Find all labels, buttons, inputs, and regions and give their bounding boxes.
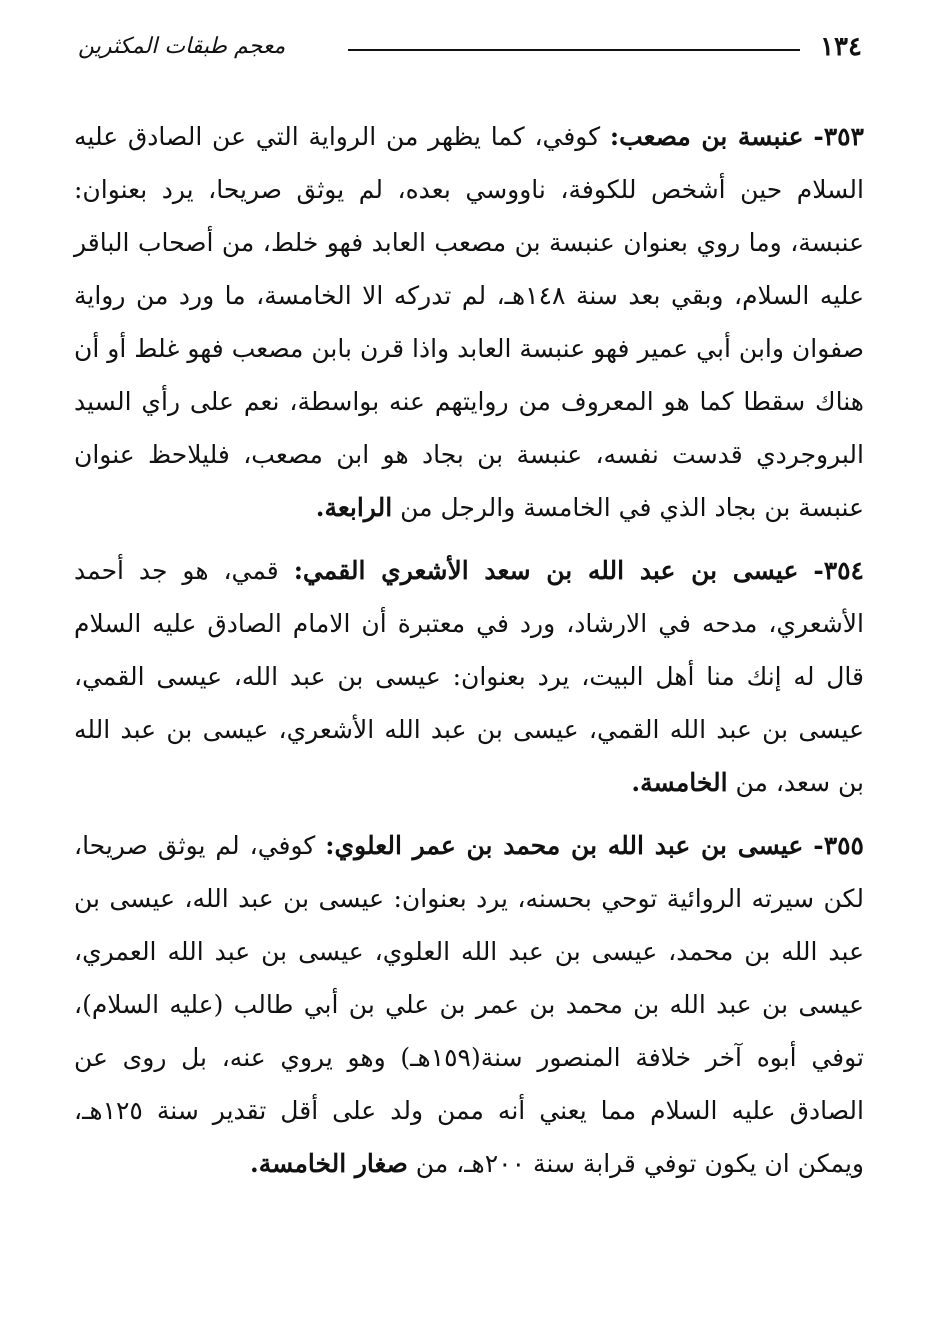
entry-name: عيسى بن عبد الله بن سعد الأشعري القمي: [293, 556, 799, 585]
entry-text: كوفي، لم يوثق صريحا، لكن سيرته الروائية توحي بحسنه، يرد بعنوان: عيسى بن عبد الله، عيسى بن عبد الله بن محمد، عيسى بن عبد الله العلوي، عيسى بن عبد الله العمري، عيسى بن عبد الله بن محمد بن عمر بن علي بن أبي طالب (عليه السلام)، توفي أبوه آخر خلافة المنصور سنة(١٥٩هـ) وهو يروي عنه، بل روى عن الصادق عليه السلام مما يعني أنه ممن ولد على أقل تقدير سنة ١٢٥هـ، ويمكن ان يكون توفي قرابة سنة ٢٠٠هـ، من [74, 831, 864, 1178]
entry-text: كوفي، كما يظهر من الرواية التي عن الصادق عليه السلام حين أشخص للكوفة، ناووسي بعده، لم يوثق صريحا، يرد بعنوان: عنبسة، وما روي بعنوان عنبسة بن مصعب العابد فهو خلط، من أصحاب الباقر عليه السلام، وبقي بعد سنة ١٤٨هـ، لم تدركه الا الخامسة، ما ورد من رواية صفوان وابن أبي عمير فهو عنبسة العابد واذا قرن بابن مصعب فهو غلط أو أن هناك سقطا كما هو المعروف من روايتهم عنه بواسطة، نعم على رأي السيد البروجردي قدست نفسه، عنبسة بن بجاد هو ابن مصعب، فليلاحظ عنوان عنبسة بن بجاد الذي في الخامسة والرجل من [74, 122, 864, 522]
book-title: معجم طبقات المكثرين [78, 34, 286, 59]
entry-number: ٣٥٥- [813, 831, 864, 860]
entry-354 [74, 544, 864, 809]
entry-353 [74, 110, 864, 534]
header-rule [348, 49, 800, 51]
entry-355 [74, 819, 864, 1190]
entry-tabaqa: الخامسة. [631, 768, 728, 797]
entry-tabaqa: صغار الخامسة. [250, 1149, 408, 1178]
entry-number: ٣٥٤- [813, 556, 864, 585]
entry-number: ٣٥٣- [813, 122, 864, 151]
entry-text: قمي، هو جد أحمد الأشعري، مدحه في الارشاد، ورد في معتبرة أن الامام الصادق عليه السلام قال له إنك منا أهل البيت، يرد بعنوان: عيسى بن عبد الله، عيسى القمي، عيسى بن عبد الله القمي، عيسى بن عبد الله الأشعري، عيسى بن عبد الله بن سعد، من [74, 556, 864, 797]
main-text [74, 110, 864, 1250]
page-header [78, 28, 862, 68]
entry-name: عيسى بن عبد الله بن محمد بن عمر العلوي: [325, 831, 804, 860]
entry-name: عنبسة بن مصعب: [609, 122, 804, 151]
page-number: ١٣٤ [820, 32, 862, 62]
entry-tabaqa: الرابعة. [315, 493, 393, 522]
